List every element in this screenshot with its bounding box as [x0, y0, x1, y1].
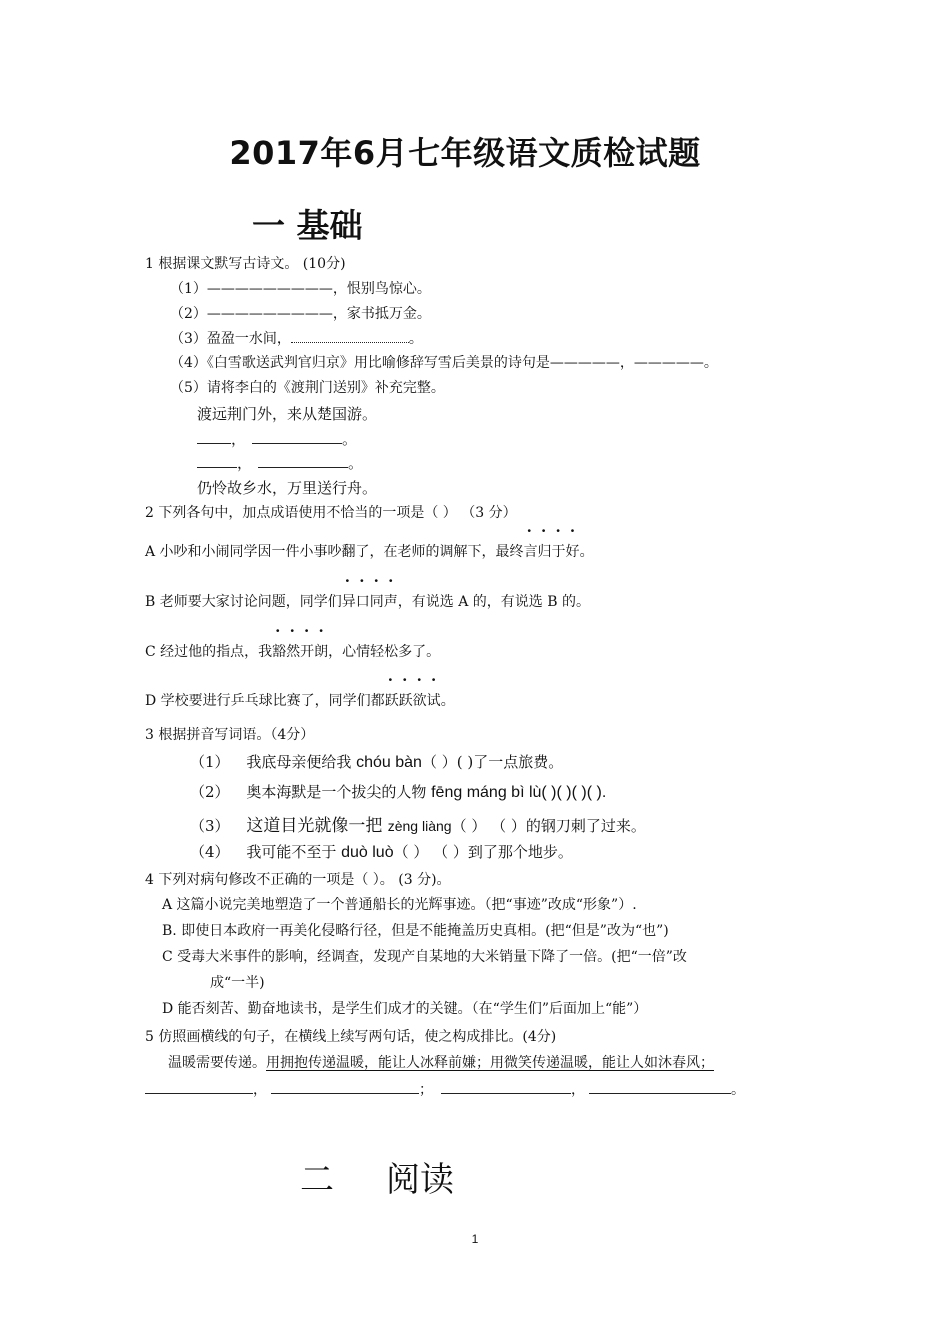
q5-answer-line: ， ； ， 。: [145, 1079, 745, 1099]
emphasized-idiom: · · · · 豁然开朗: [272, 641, 328, 661]
answer-blank[interactable]: [441, 1080, 571, 1094]
q1-item-3-text: （3）盈盈一水间，: [170, 331, 291, 347]
q2-option-c: C 经过他的指点，我· · · · 豁然开朗，心情轻松多了。: [145, 641, 440, 661]
answer-blank[interactable]: [197, 454, 237, 468]
q2-option-a: A 小吵和小闹同学因一件小事吵翻了，在老师的调解下，最终· · · · 言归于好。: [145, 541, 594, 561]
q3-item-3: （3） 这道目光就像一把 zèng liàng（ ） （ ）的钢刀刺了过来。: [190, 816, 646, 836]
page-number: 1: [471, 1232, 479, 1246]
question-4-heading: 4 下列对病句修改不正确的一项是（ ）。 (3 分)。: [145, 872, 451, 888]
q3-item-1: （1） 我底母亲便给我 chóu bàn（ ）( )了一点旅费。: [190, 753, 564, 771]
emphasized-idiom: · · · · 言归于好: [524, 541, 580, 561]
question-1-heading: 1 根据课文默写古诗文。 (10分): [145, 256, 346, 272]
question-3-heading: 3 根据拼音写词语。（4分）: [145, 727, 315, 743]
q3-item-4: （4） 我可能不至于 duò luò（ ） （ ）到了那个地步。: [190, 843, 573, 861]
answer-blank[interactable]: [589, 1080, 731, 1094]
answer-blank[interactable]: [197, 430, 231, 444]
q1-item-3: （3）盈盈一水间， 。: [170, 331, 423, 347]
q4-option-c: C 受毒大米事件的影响，经调查，发现产自某地的大米销量下降了一倍。(把“一倍”改: [162, 949, 687, 965]
underlined-sentence: 用拥抱传递温暖，能让人冰释前嫌；用微笑传递温暖，能让人如沐春风；: [266, 1055, 714, 1071]
q3-item-2: （2） 奥本海默是一个拔尖的人物 fēng máng bì lù( )( )( )( ).: [190, 783, 607, 801]
q2-option-b: B 老师要大家讨论问题，同学们· · · · 异口同声，有说选 A 的，有说选 B 的。: [145, 591, 590, 611]
poem-line-last: 仍怜故乡水，万里送行舟。: [197, 479, 378, 497]
question-5-heading: 5 仿照画横线的句子，在横线上续写两句话，使之构成排比。(4分): [145, 1029, 557, 1045]
answer-blank[interactable]: [271, 1080, 419, 1094]
answer-blank[interactable]: [258, 454, 348, 468]
q1-item-2: （2）—————————，家书抵万金。: [170, 306, 431, 322]
q4-option-a: A 这篇小说完美地塑造了一个普通船长的光辉事迹。（把“事迹”改成“形象”）.: [162, 897, 637, 913]
q2-option-d: D 学校要进行乒乓球比赛了，同学们都· · · · 跃跃欲试。: [145, 690, 455, 710]
answer-blank[interactable]: [291, 331, 409, 343]
q5-model-sentence: 温暖需要传递。用拥抱传递温暖，能让人冰释前嫌；用微笑传递温暖，能让人如沐春风；: [168, 1055, 714, 1071]
section-heading-reading: 二 阅读: [300, 1160, 454, 1200]
q4-option-d: D 能否刻苦、勤奋地读书，是学生们成才的关键。（在“学生们”后面加上“能”）: [162, 1001, 648, 1017]
emphasized-idiom: · · · · 异口同声: [342, 591, 398, 611]
section-heading-basics: 一 基础: [252, 206, 363, 245]
poem-line-first: 渡远荆门外，来从楚国游。: [197, 405, 378, 423]
poem-blank-line-2: ， 。: [197, 452, 363, 473]
q4-option-b: B. 即使日本政府一再美化侵略行径，但是不能掩盖历史真相。(把“但是”改为“也”): [162, 923, 669, 939]
page-title: 2017年6月七年级语文质检试题: [229, 134, 701, 172]
answer-blank[interactable]: [252, 430, 342, 444]
poem-blank-line-1: ， 。: [197, 428, 357, 449]
question-2-heading: 2 下列各句中，加点成语使用不恰当的一项是（ ） （3 分）: [145, 505, 517, 521]
emphasized-idiom: · · · · 跃跃欲试: [385, 690, 441, 710]
q1-item-4: （4）《白雪歌送武判官归京》用比喻修辞写雪后美景的诗句是—————，—————。: [170, 355, 718, 371]
q1-item-5: （5）请将李白的《渡荆门送别》补充完整。: [170, 380, 445, 396]
answer-blank[interactable]: [145, 1080, 253, 1094]
q1-item-1: （1）—————————，恨别鸟惊心。: [170, 281, 431, 297]
q4-option-c-continued: 成“一半): [210, 975, 265, 991]
